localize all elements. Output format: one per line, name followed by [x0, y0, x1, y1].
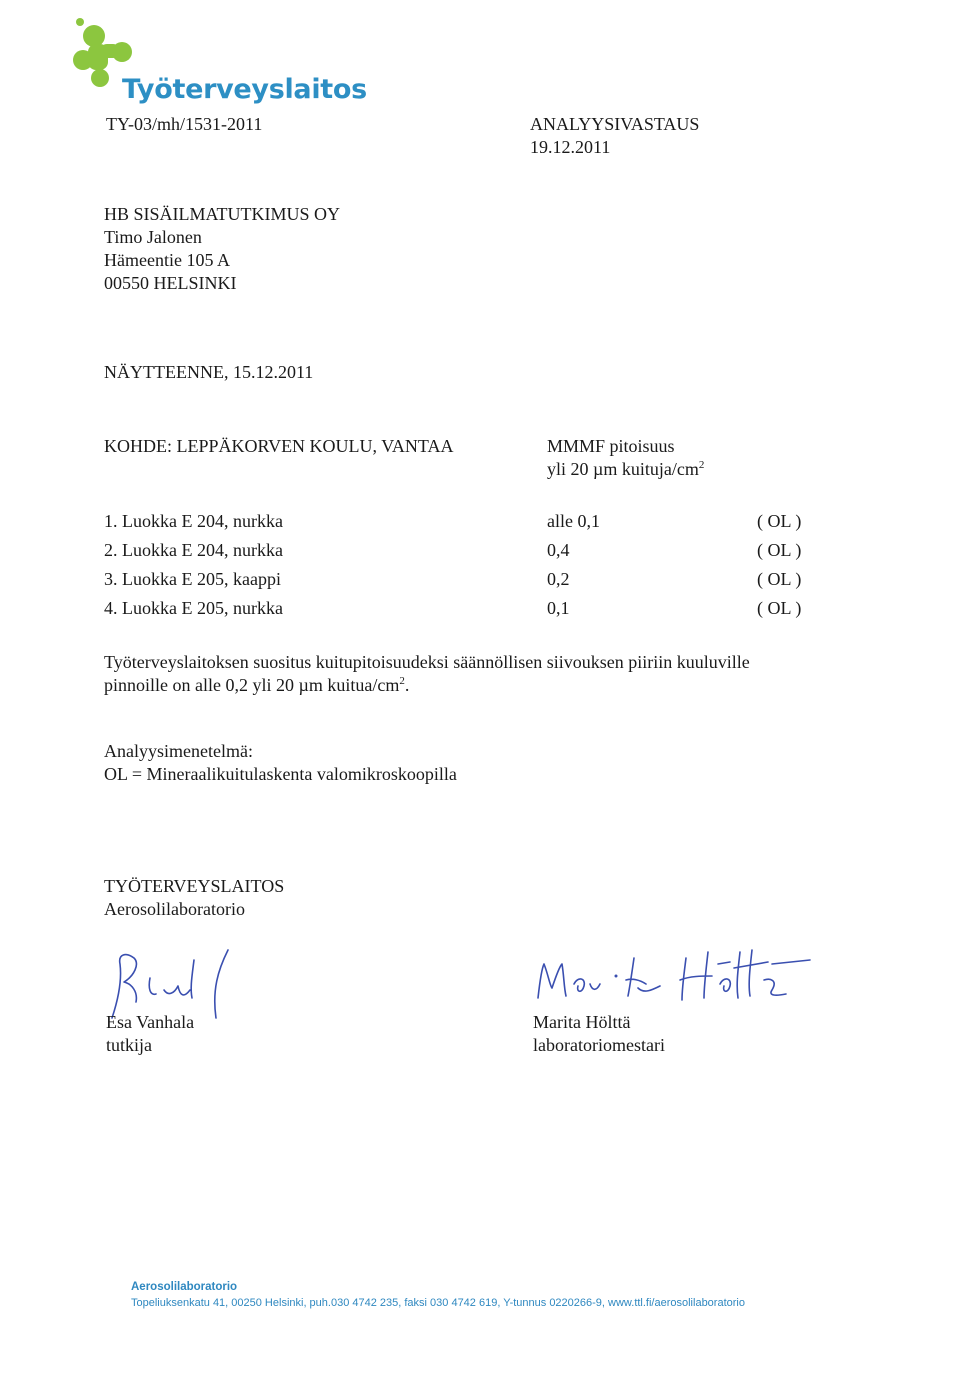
logo-wordmark: Työterveyslaitos — [122, 74, 367, 105]
recommendation-line-2-text: pinnoille on alle 0,2 yli 20 µm kuitua/cm — [104, 675, 400, 695]
institution-name: TYÖTERVEYSLAITOS — [104, 876, 285, 896]
recipient-company: HB SISÄILMATUTKIMUS OY — [104, 204, 341, 224]
row-method: ( OL ) — [757, 540, 802, 560]
recommendation-sup: 2 — [399, 675, 405, 687]
recommendation-line-2 — [104, 674, 750, 697]
footer-address: Topeliuksenkatu 41, 00250 Helsinki, puh.030 4742 235, faksi 030 4742 619, Y-tunnus 0220266-9, www.ttl.fi/aerosolilaboratorio — [131, 1297, 745, 1309]
samples-line: NÄYTTEENNE, 15.12.2011 — [104, 362, 314, 382]
document-type: ANALYYSIVASTAUS — [530, 114, 700, 134]
signature-holtta — [520, 940, 820, 1010]
row-value: 0,2 — [547, 569, 570, 589]
row-location: 1. Luokka E 204, nurkka — [104, 511, 283, 531]
recipient-city: 00550 HELSINKI — [104, 273, 237, 293]
table-row — [0, 568, 960, 592]
signatory-2 — [533, 1011, 665, 1057]
results-table — [0, 510, 960, 630]
footer-title: Aerosolilaboratorio — [131, 1281, 238, 1293]
table-row — [0, 539, 960, 563]
target-label: KOHDE: LEPPÄKORVEN KOULU, VANTAA — [104, 436, 454, 456]
signatory-2-name: Marita Hölttä — [533, 1012, 631, 1032]
column-header-2 — [547, 458, 704, 481]
analysis-method — [104, 740, 457, 786]
row-method: ( OL ) — [757, 511, 802, 531]
recommendation-line-1: Työterveyslaitoksen suositus kuitupitoisuudeksi säännöllisen siivouksen piiriin kuuluville — [104, 652, 750, 672]
document-date: 19.12.2011 — [530, 137, 611, 157]
row-value: alle 0,1 — [547, 511, 600, 531]
column-header-1: MMMF pitoisuus — [547, 436, 675, 456]
signatory-1-name: Esa Vanhala — [106, 1012, 195, 1032]
page-footer — [131, 1281, 745, 1309]
recommendation-line-2-end: . — [404, 675, 410, 695]
signatory-1-title: tutkija — [106, 1035, 152, 1055]
institution — [104, 875, 284, 921]
recommendation — [104, 651, 750, 697]
row-method: ( OL ) — [757, 569, 802, 589]
method-title: Analyysimenetelmä: — [104, 741, 253, 761]
recipient-person: Timo Jalonen — [104, 227, 202, 247]
logo — [66, 14, 366, 109]
recipient-street: Hämeentie 105 A — [104, 250, 230, 270]
column-header-sup: 2 — [698, 459, 705, 471]
recipient-address — [104, 203, 340, 295]
method-description: OL = Mineraalikuitulaskenta valomikroskoopilla — [104, 764, 457, 784]
table-row — [0, 510, 960, 534]
reference-number: TY-03/mh/1531-2011 — [106, 114, 263, 134]
signatory-1 — [106, 1011, 194, 1057]
row-location: 4. Luokka E 205, nurkka — [104, 598, 283, 618]
institution-unit: Aerosolilaboratorio — [104, 899, 245, 919]
row-location: 3. Luokka E 205, kaappi — [104, 569, 281, 589]
row-value: 0,1 — [547, 598, 570, 618]
column-header-2-text: yli 20 µm kuituja/cm — [547, 459, 699, 479]
row-location: 2. Luokka E 204, nurkka — [104, 540, 283, 560]
row-method: ( OL ) — [757, 598, 802, 618]
signatory-2-title: laboratoriomestari — [533, 1035, 665, 1055]
table-row — [0, 597, 960, 621]
row-value: 0,4 — [547, 540, 570, 560]
